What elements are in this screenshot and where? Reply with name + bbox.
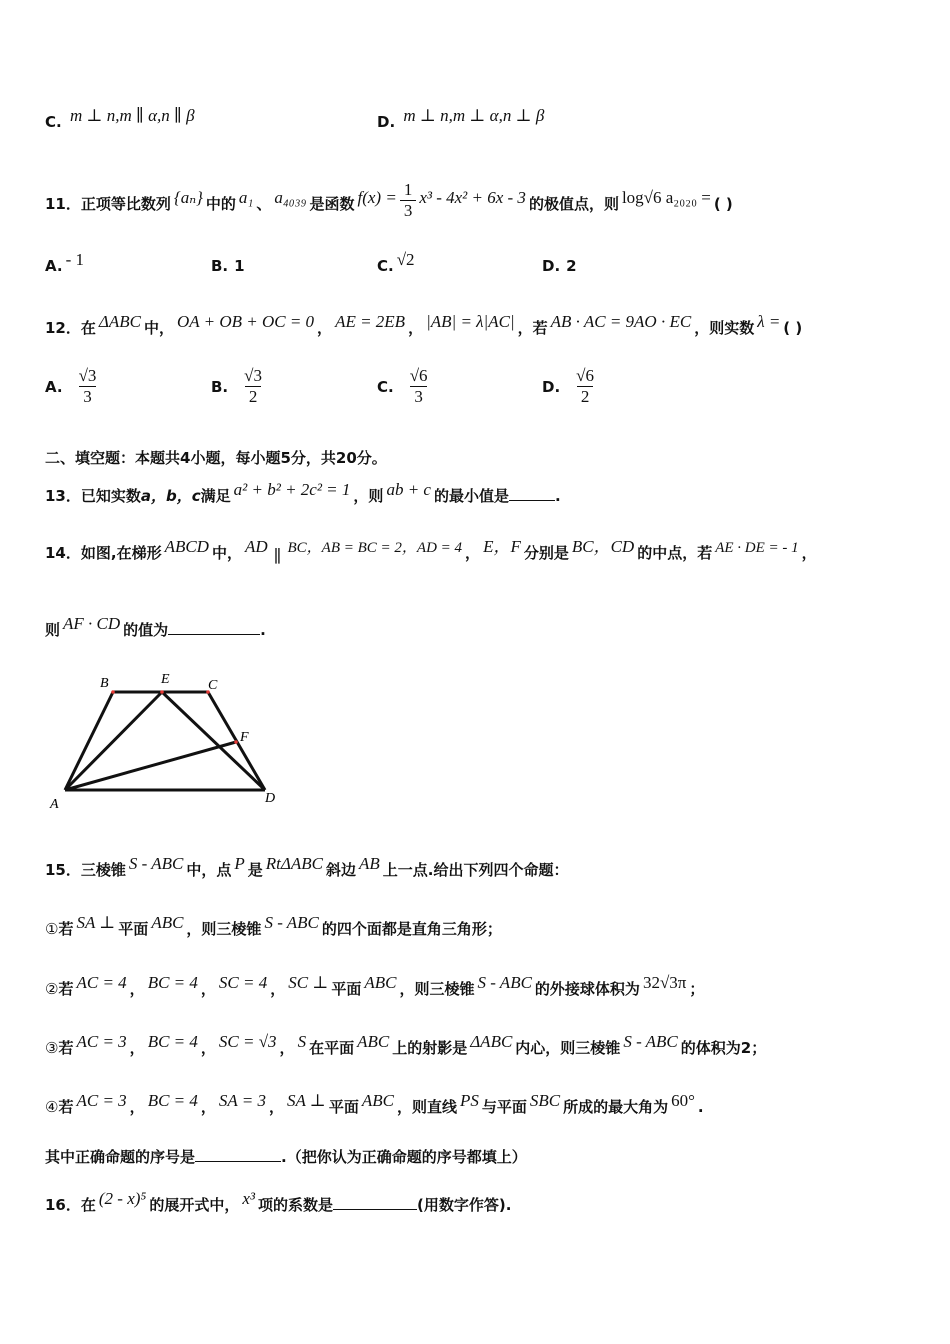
text: 13．已知实数 [45,487,141,505]
numerator: 1 [403,180,413,199]
math: ΔABC [470,1032,513,1051]
math: f(x) = [357,188,397,207]
answer-blank[interactable] [168,618,260,635]
math: AF · CD [63,614,121,633]
q10-option-c [45,106,198,132]
math: a² + b² + 2c² = 1 [233,480,351,499]
question-number: 11． [45,195,81,213]
q12-option-b [211,366,266,407]
text: . [554,487,561,505]
text: 中， [143,319,174,337]
text: ， [200,1098,216,1116]
math: ab + c [386,480,431,499]
math: a₁ [238,188,254,207]
answer-blank[interactable] [509,484,555,501]
math: S - ABC [264,913,319,932]
math: AE = 2EB [335,312,406,331]
math: SC = √3 [218,1032,277,1051]
text: 所成的最大角为 [563,1098,669,1116]
text: ； [689,980,705,998]
question-16 [45,1189,512,1215]
proposition-3 [45,1032,767,1058]
math: λ = [757,312,781,331]
math: x³ - 4x² + 6x - 3 [419,188,526,207]
answer-blank[interactable] [333,1193,417,1210]
label-f: F [240,730,249,745]
math: SC = 4 [218,973,268,992]
text: 若 [58,1098,74,1116]
text: 平面 [118,920,149,938]
text: ，若 [517,319,548,337]
question-15-summary [45,1145,527,1167]
math: PS [459,1091,479,1110]
math: ΔABC [98,312,141,331]
math: AE · DE = - 1 [715,540,799,556]
denominator: 3 [79,386,96,407]
math: a₄₀₃₉ [274,188,307,207]
math: 32√3π [642,973,687,992]
text: 在平面 [309,1039,355,1057]
circled-number: ④ [45,1098,59,1116]
denominator: 3 [410,386,427,407]
text: ，则三棱锥 [399,980,475,998]
label-e: E [161,672,170,687]
option-value: 1 [234,257,245,275]
math: AB · AC = 9AO · EC [550,312,692,331]
text: ，则实数 [694,319,755,337]
text: 是 [247,861,263,879]
math: E，F [483,537,521,556]
question-14 [45,537,817,566]
text: ， [200,1039,216,1057]
circled-number: ③ [45,1039,59,1057]
text: ， [270,980,286,998]
math: OA + OB + OC = 0 [177,312,315,331]
math: SA = 3 [218,1091,266,1110]
numerator: √3 [78,366,97,385]
label-c: C [208,678,218,693]
text: 若 [58,980,74,998]
text: ，则三棱锥 [186,920,262,938]
fraction [400,180,417,221]
math: SC ⊥ [288,973,329,992]
text: ， [317,319,333,337]
math: SBC [529,1091,561,1110]
text: ，则 [353,487,384,505]
numerator: √6 [576,366,594,385]
text: 项的系数是 [258,1196,334,1214]
math: BC = 4 [147,1032,198,1051]
numerator: √3 [244,366,262,385]
math: RtΔABC [265,854,323,873]
option-value: √2 [396,250,415,269]
math: m ⊥ n,m ⊥ α,n ⊥ β [403,106,545,125]
numerator: √6 [409,366,428,385]
denominator: 2 [245,386,262,407]
option-value: - 1 [65,250,85,269]
math: AC = 4 [76,973,127,992]
text: 的四个面都是直角三角形； [321,920,502,938]
q11-option-c [377,250,418,276]
q11-option-d [542,256,577,275]
math: ABCD [164,537,209,556]
math: |AB| = λ|AC| [426,312,515,331]
edge-ab [65,692,113,790]
math: BC，CD [571,537,635,556]
q12-option-d [542,366,598,407]
text: . [697,1098,704,1116]
option-value: 2 [566,257,577,275]
option-label: D. [542,257,561,275]
question-12 [45,312,803,338]
text: 平面 [328,1098,359,1116]
point-b [111,690,115,694]
text: ， [465,544,481,562]
math: log√6 a₂₀₂₀ = [621,188,711,207]
q10-option-d [377,106,547,132]
math: P [234,854,245,873]
text: ， [129,1039,145,1057]
text: 的外接球体积为 [534,980,640,998]
math: BC = 4 [147,973,198,992]
text: ， [801,544,817,562]
math: S - ABC [477,973,532,992]
circled-number: ① [45,920,59,938]
question-14-cont [45,614,266,640]
answer-bracket: ( ) [783,319,803,337]
point-e [160,690,164,694]
math: S [297,1032,307,1051]
text: 、 [256,195,272,213]
answer-bracket: ( ) [713,195,733,213]
option-label: D. [377,113,396,131]
question-number: 12． [45,319,81,337]
text: 上一点.给出下列四个命题： [382,861,569,879]
text: 斜边 [325,861,356,879]
math: AC = 3 [76,1032,127,1051]
answer-blank[interactable] [195,1145,281,1162]
text: 的体积为2； [680,1039,767,1057]
fraction [572,366,598,407]
math: ABC [357,1032,390,1051]
math: ∥ [273,547,282,566]
math: AB [358,854,380,873]
text: 16．在 [45,1196,96,1214]
text: 的展开式中， [149,1196,240,1214]
math: a，b，c [140,487,201,505]
option-label: B. [211,377,229,396]
math: S - ABC [128,854,184,873]
q12-option-a [45,366,100,407]
math: ABC [151,913,184,932]
text: 分别是 [523,544,569,562]
text: 若 [58,920,74,938]
text: 若 [58,1039,74,1057]
text: 的中点，若 [637,544,713,562]
question-15 [45,854,569,880]
option-label: C. [377,377,394,396]
trapezoid-figure [40,665,300,815]
text: 其中正确命题的序号是 [45,1148,196,1166]
text: ，则直线 [396,1098,457,1116]
math: m ⊥ n,m ∥ α,n ∥ β [69,106,195,125]
math: SA ⊥ [286,1091,326,1110]
q11-option-b [211,256,245,275]
text: 中的 [205,195,236,213]
text: (用数字作答). [417,1196,512,1214]
section-heading: 二、填空题：本题共4小题，每小题5分，共20分。 [45,449,387,467]
text: 上的射影是 [392,1039,468,1057]
text: 则 [45,621,61,639]
text: 与平面 [481,1098,527,1116]
option-label: C. [45,113,62,131]
text: 中，点 [186,861,232,879]
text: 14．如图,在梯形 [45,544,162,562]
text: ， [129,1098,145,1116]
math: ABC [361,1091,394,1110]
text: 的极值点，则 [528,195,619,213]
fraction [406,366,432,407]
math: S - ABC [623,1032,678,1051]
option-label: B. [211,257,229,275]
text: ， [408,319,424,337]
math: AD [244,537,268,556]
math: SA ⊥ [76,913,116,932]
text: ， [129,980,145,998]
question-13 [45,480,561,506]
proposition-1 [45,913,502,939]
circled-number: ② [45,980,59,998]
proposition-4 [45,1091,704,1117]
option-label: A. [45,377,63,396]
math: ABC [364,973,397,992]
text: ， [279,1039,295,1057]
text: 满足 [200,487,231,505]
text: .（把你认为正确命题的序号都填上） [281,1148,527,1166]
text: 正项等比数列 [80,195,171,213]
text: 内心，则三棱锥 [515,1039,621,1057]
fraction [240,366,266,407]
math: 60° [671,1091,695,1110]
segment-ed [162,692,265,790]
math: BC，AB = BC = 2，AD = 4 [287,540,463,556]
math: (2 - x)⁵ [98,1189,147,1208]
text: ， [200,980,216,998]
text: 在 [80,319,96,337]
text: 的值为 [123,621,169,639]
fraction [75,366,101,407]
label-a: A [50,797,59,812]
math: {aₙ} [173,188,203,207]
text: 中， [211,544,242,562]
option-label: D. [542,377,561,396]
q12-option-c [377,366,432,407]
math: AC = 3 [76,1091,127,1110]
text: 的最小值是 [433,487,509,505]
label-d: D [265,791,276,806]
text: . [260,621,266,639]
option-label: A. [45,257,63,275]
point-f [234,740,238,744]
math: x³ [242,1189,255,1208]
text: ， [268,1098,284,1116]
denominator: 3 [400,200,417,221]
proposition-2 [45,973,705,999]
label-b: B [100,676,109,691]
text: 15．三棱锥 [45,861,126,879]
math: BC = 4 [147,1091,198,1110]
option-label: C. [377,257,394,275]
text: 是函数 [309,195,355,213]
denominator: 2 [577,386,594,407]
question-11 [45,180,733,225]
text: 平面 [331,980,362,998]
q11-option-a [45,250,87,276]
